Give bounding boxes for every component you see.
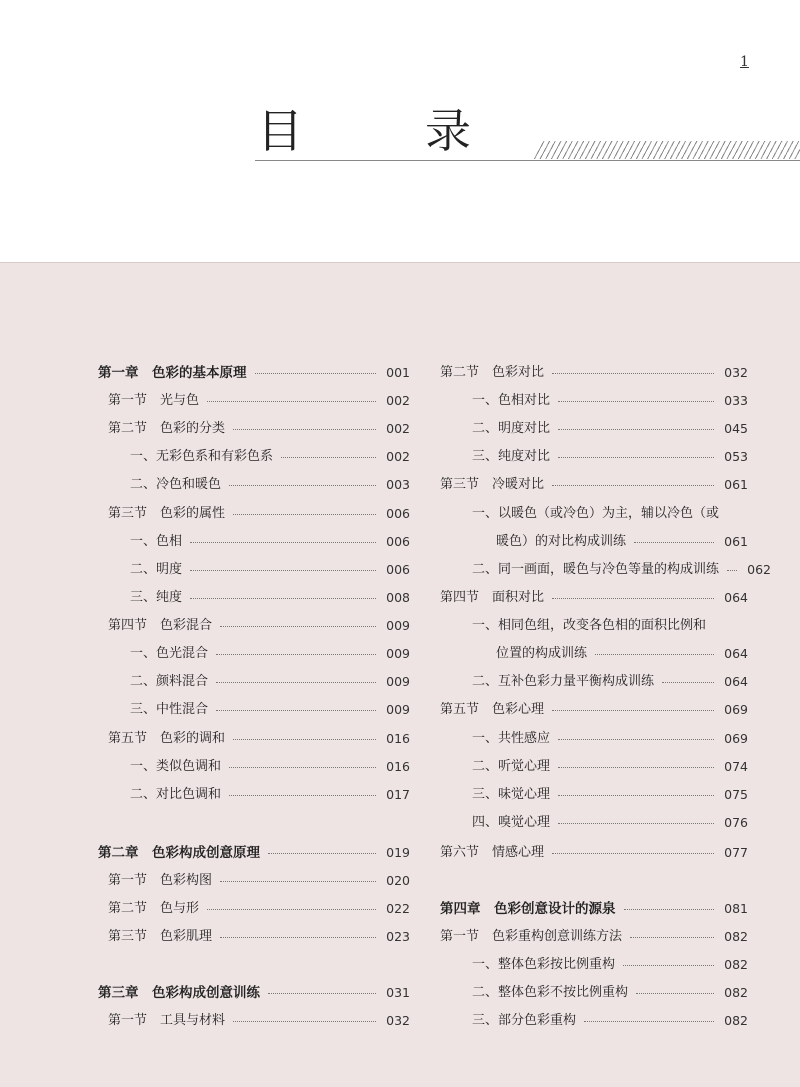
dot-leader — [552, 597, 714, 599]
dot-leader — [552, 709, 714, 711]
dot-leader — [558, 456, 714, 458]
toc-entry — [440, 560, 772, 580]
dot-leader — [623, 964, 714, 966]
toc-entry-page: 009 — [386, 674, 410, 689]
toc-entry — [440, 955, 748, 975]
toc-entry-title: 一、以暖色（或冷色）为主，辅以冷色（或 — [472, 506, 720, 521]
toc-entry — [98, 672, 410, 692]
toc-entry — [98, 616, 410, 636]
toc-entry — [98, 532, 410, 552]
dot-leader — [558, 794, 714, 796]
dot-leader — [255, 372, 377, 374]
toc-entry-title: 二、颜料混合 — [130, 674, 209, 689]
toc-entry — [440, 813, 748, 833]
toc-entry-page: 062 — [747, 562, 772, 577]
toc-entry — [98, 475, 410, 495]
dot-leader — [630, 936, 714, 938]
toc-entry-title: 四、嗅觉心理 — [472, 815, 551, 830]
toc-entry-title: 第二节 色与形 — [108, 901, 200, 916]
toc-entry-page: 032 — [386, 1013, 410, 1028]
toc-entry — [440, 672, 748, 692]
toc-entry — [98, 927, 410, 947]
toc-entry — [440, 757, 748, 777]
toc-entry-title: 第五节 色彩的调和 — [108, 731, 226, 746]
dot-leader — [558, 400, 714, 402]
toc-entry-title: 二、同一画面，暖色与冷色等量的构成训练 — [472, 562, 720, 577]
toc-entry — [440, 419, 748, 439]
dot-leader — [624, 908, 715, 910]
toc-entry — [440, 588, 748, 608]
toc-entry-page: 016 — [386, 759, 410, 774]
dot-leader — [220, 625, 376, 627]
toc-entry-title: 三、纯度 — [130, 590, 183, 605]
toc-entry — [98, 843, 410, 863]
toc-entry-title: 二、对比色调和 — [130, 787, 222, 802]
toc-entry-title: 一、色相对比 — [472, 393, 551, 408]
dot-leader — [220, 880, 376, 882]
toc-entry-page: 017 — [386, 787, 410, 802]
toc-panel — [0, 262, 800, 1087]
toc-entry-title: 二、听觉心理 — [472, 759, 551, 774]
toc-entry — [98, 588, 410, 608]
toc-entry-title: 第二章 色彩构成创意原理 — [98, 845, 260, 861]
toc-entry-title: 第四节 色彩混合 — [108, 618, 213, 633]
dot-leader — [662, 681, 714, 683]
toc-entry-page: 009 — [386, 618, 410, 633]
toc-entry-page: 069 — [724, 731, 748, 746]
dot-leader — [558, 766, 714, 768]
dot-leader — [220, 936, 376, 938]
toc-entry-page: 032 — [724, 365, 748, 380]
dot-leader — [584, 1020, 714, 1022]
toc-entry-title: 第三节 色彩的属性 — [108, 506, 226, 521]
toc-entry — [98, 700, 410, 720]
toc-entry-page: 074 — [724, 759, 748, 774]
toc-entry-title: 第三节 冷暖对比 — [440, 477, 545, 492]
toc-entry — [440, 983, 748, 1003]
toc-entry — [98, 729, 410, 749]
toc-entry-page: 006 — [386, 506, 410, 521]
toc-entry — [440, 700, 748, 720]
toc-entry-title: 第四节 面积对比 — [440, 590, 545, 605]
toc-entry-title: 暖色）的对比构成训练 — [496, 534, 627, 549]
toc-entry-title: 二、整体色彩不按比例重构 — [472, 985, 629, 1000]
toc-entry — [98, 1011, 410, 1031]
toc-entry-page: 082 — [724, 985, 748, 1000]
dot-leader — [552, 372, 714, 374]
toc-entry-page: 061 — [724, 477, 748, 492]
toc-entry-page: 082 — [724, 929, 748, 944]
toc-entry-title: 第三节 色彩肌理 — [108, 929, 213, 944]
dot-leader — [558, 738, 714, 740]
toc-entry-page: 006 — [386, 534, 410, 549]
title-rule — [255, 160, 800, 161]
toc-entry-title: 第四章 色彩创意设计的源泉 — [440, 901, 616, 917]
toc-entry-title: 一、类似色调和 — [130, 759, 222, 774]
dot-leader — [229, 484, 376, 486]
dot-leader — [268, 992, 376, 994]
toc-entry-page: 022 — [386, 901, 410, 916]
toc-entry — [440, 927, 748, 947]
toc-entry — [98, 560, 410, 580]
toc-entry-title: 一、无彩色系和有彩色系 — [130, 449, 274, 464]
toc-entry-title: 第六节 情感心理 — [440, 845, 545, 860]
dot-leader — [233, 1020, 376, 1022]
toc-entry — [440, 532, 748, 552]
toc-entry — [98, 871, 410, 891]
dot-leader — [207, 400, 376, 402]
toc-entry-page: 009 — [386, 702, 410, 717]
dot-leader — [216, 681, 376, 683]
toc-entry-page: 081 — [724, 901, 748, 916]
toc-entry-page: 020 — [386, 873, 410, 888]
toc-entry-page: 064 — [724, 590, 748, 605]
toc-entry-title: 二、明度对比 — [472, 421, 551, 436]
toc-entry — [440, 785, 748, 805]
toc-entry-title: 第一节 色彩构图 — [108, 873, 213, 888]
toc-entry — [440, 616, 748, 636]
dot-leader — [636, 992, 714, 994]
dot-leader — [190, 597, 376, 599]
dot-leader — [216, 653, 376, 655]
toc-entry-page: 008 — [386, 590, 410, 605]
toc-entry-title: 第二节 色彩对比 — [440, 365, 545, 380]
toc-entry-page: 003 — [386, 477, 410, 492]
toc-entry — [440, 644, 748, 664]
toc-entry-title: 第一节 工具与材料 — [108, 1013, 226, 1028]
toc-entry-page: 082 — [724, 1013, 748, 1028]
toc-entry-page: 023 — [386, 929, 410, 944]
toc-entry-page: 031 — [386, 985, 410, 1000]
toc-entry-title: 二、冷色和暖色 — [130, 477, 222, 492]
toc-entry-title: 第五节 色彩心理 — [440, 702, 545, 717]
toc-entry-title: 二、互补色彩力量平衡构成训练 — [472, 674, 655, 689]
dot-leader — [190, 569, 376, 571]
toc-entry-title: 一、整体色彩按比例重构 — [472, 957, 616, 972]
dot-leader — [216, 709, 376, 711]
dot-leader — [558, 822, 714, 824]
dot-leader — [558, 428, 714, 430]
toc-entry-page: 019 — [386, 845, 410, 860]
toc-entry — [98, 391, 410, 411]
hatch-decoration — [533, 141, 800, 159]
toc-entry-title: 三、纯度对比 — [472, 449, 551, 464]
toc-entry-page: 053 — [724, 449, 748, 464]
toc-entry-title: 第一节 光与色 — [108, 393, 200, 408]
page-title: 目 录 — [257, 104, 509, 158]
toc-entry — [98, 757, 410, 777]
toc-entry-page: 077 — [724, 845, 748, 860]
toc-entry-title: 二、明度 — [130, 562, 183, 577]
toc-entry — [440, 475, 748, 495]
toc-entry-title: 第一章 色彩的基本原理 — [98, 365, 247, 381]
toc-entry — [98, 644, 410, 664]
toc-entry-page: 033 — [724, 393, 748, 408]
toc-entry-title: 一、色光混合 — [130, 646, 209, 661]
toc-entry — [440, 899, 748, 919]
toc-entry-title: 第三章 色彩构成创意训练 — [98, 985, 260, 1001]
toc-entry — [98, 419, 410, 439]
dot-leader — [190, 541, 376, 543]
toc-entry-page: 069 — [724, 702, 748, 717]
toc-entry — [98, 785, 410, 805]
toc-entry — [98, 363, 410, 383]
page-number: 1 — [740, 54, 749, 70]
dot-leader — [233, 738, 376, 740]
toc-entry-page: 076 — [724, 815, 748, 830]
dot-leader — [207, 908, 376, 910]
toc-entry-page: 064 — [724, 674, 748, 689]
toc-entry-title: 三、味觉心理 — [472, 787, 551, 802]
toc-entry-title: 三、部分色彩重构 — [472, 1013, 577, 1028]
toc-entry-title: 一、共性感应 — [472, 731, 551, 746]
toc-entry — [440, 729, 748, 749]
toc-entry — [440, 843, 748, 863]
toc-entry — [98, 899, 410, 919]
toc-entry — [440, 391, 748, 411]
toc-entry-page: 082 — [724, 957, 748, 972]
toc-entry-title: 一、色相 — [130, 534, 183, 549]
toc-entry-page: 061 — [724, 534, 748, 549]
dot-leader — [727, 569, 737, 571]
toc-entry-page: 006 — [386, 562, 410, 577]
dot-leader — [595, 653, 714, 655]
toc-entry — [440, 363, 748, 383]
toc-entry-page: 045 — [724, 421, 748, 436]
dot-leader — [229, 766, 376, 768]
dot-leader — [229, 794, 376, 796]
toc-entry-page: 064 — [724, 646, 748, 661]
dot-leader — [268, 852, 376, 854]
dot-leader — [634, 541, 714, 543]
dot-leader — [281, 456, 376, 458]
toc-entry-page: 002 — [386, 421, 410, 436]
dot-leader — [552, 484, 714, 486]
toc-entry-title: 三、中性混合 — [130, 702, 209, 717]
toc-entry-title: 第二节 色彩的分类 — [108, 421, 226, 436]
toc-entry-page: 075 — [724, 787, 748, 802]
toc-entry — [440, 504, 748, 524]
toc-entry-title: 位置的构成训练 — [496, 646, 588, 661]
toc-entry-title: 第一节 色彩重构创意训练方法 — [440, 929, 623, 944]
toc-entry-title: 一、相同色组，改变各色相的面积比例和 — [472, 618, 707, 633]
toc-entry — [98, 447, 410, 467]
toc-entry-page: 009 — [386, 646, 410, 661]
toc-entry-page: 002 — [386, 449, 410, 464]
toc-entry-page: 016 — [386, 731, 410, 746]
dot-leader — [233, 428, 376, 430]
toc-entry-page: 002 — [386, 393, 410, 408]
toc-entry — [98, 983, 410, 1003]
toc-entry — [98, 504, 410, 524]
toc-entry-page: 001 — [386, 365, 410, 380]
toc-entry — [440, 447, 748, 467]
toc-entry — [440, 1011, 748, 1031]
dot-leader — [233, 513, 376, 515]
dot-leader — [552, 852, 714, 854]
